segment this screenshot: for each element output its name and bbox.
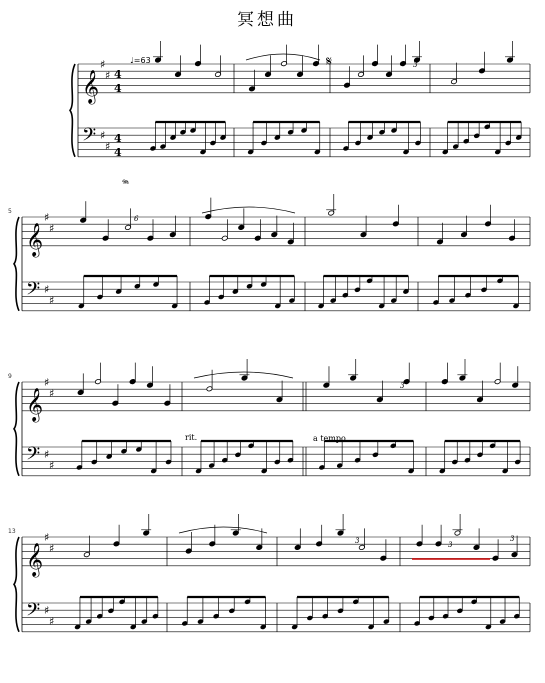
measure-number: 13 xyxy=(8,528,16,535)
key-sharp-treble: ♯ xyxy=(44,376,50,389)
key-sharp-treble: ♯ xyxy=(44,211,50,224)
key-sharp-bass: ♯ xyxy=(44,283,50,297)
bass-clef: 𝄢 xyxy=(26,279,41,304)
measure-number: 9 xyxy=(8,373,12,380)
pedal-marking: 𝆮 xyxy=(122,177,130,190)
key-sharp-bass: ♯ xyxy=(100,129,106,143)
slur xyxy=(179,527,267,533)
tuplet-6-m5: 6 xyxy=(134,215,139,223)
grand-staff-brace xyxy=(14,217,19,311)
bass-time-sig-num: 4 xyxy=(114,132,122,145)
key-sharp-treble: ♯ xyxy=(49,386,55,400)
key-sharp-bass: ♯ xyxy=(49,615,55,628)
key-sharp-treble: ♯ xyxy=(100,58,106,71)
treble-clef: 𝄞 xyxy=(26,386,44,421)
treble-clef: 𝄞 xyxy=(82,68,100,103)
key-sharp-treble: ♯ xyxy=(44,531,50,544)
slur xyxy=(202,207,295,213)
tuplet-3-m11: 3 xyxy=(400,382,405,390)
a-tempo-marking: a tempo xyxy=(313,434,346,443)
tuplet-3-m16b: 3 xyxy=(510,535,515,543)
key-sharp-bass: ♯ xyxy=(105,140,111,153)
grand-staff-brace xyxy=(14,537,19,632)
measure-number: 5 xyxy=(8,208,12,215)
treble-clef: 𝄞 xyxy=(26,221,44,256)
grand-staff-brace xyxy=(14,382,19,476)
system-3 xyxy=(8,359,530,476)
treble-time-sig-num: 4 xyxy=(114,68,122,81)
key-sharp-bass: ♯ xyxy=(49,294,55,307)
page-title: 冥想曲 xyxy=(237,10,297,30)
treble-time-sig-den: 4 xyxy=(114,82,122,95)
system-4 xyxy=(8,514,530,632)
bass-clef: 𝄢 xyxy=(26,444,41,469)
tuplet-3-m15: 3 xyxy=(355,537,360,545)
tuplet-3-m16a: 3 xyxy=(448,541,453,549)
ritardando-marking: rit. xyxy=(185,433,198,442)
key-sharp-bass: ♯ xyxy=(44,604,50,618)
segno-sign: 𝄋 xyxy=(326,54,333,70)
key-sharp-treble: ♯ xyxy=(49,221,55,235)
key-sharp-bass: ♯ xyxy=(49,459,55,472)
tempo-marking: ♩=63 xyxy=(130,56,151,65)
slur xyxy=(246,54,320,60)
tuplet-3-m3: 3 xyxy=(413,61,418,69)
grand-staff-brace xyxy=(70,64,75,157)
bass-clef: 𝄢 xyxy=(82,125,97,150)
key-sharp-bass: ♯ xyxy=(44,448,50,462)
bass-clef: 𝄢 xyxy=(26,600,41,625)
key-sharp-treble: ♯ xyxy=(49,541,55,555)
system-2 xyxy=(8,194,530,311)
bass-time-sig-den: 4 xyxy=(114,146,122,159)
treble-clef: 𝄞 xyxy=(26,541,44,576)
key-sharp-treble: ♯ xyxy=(105,68,111,82)
